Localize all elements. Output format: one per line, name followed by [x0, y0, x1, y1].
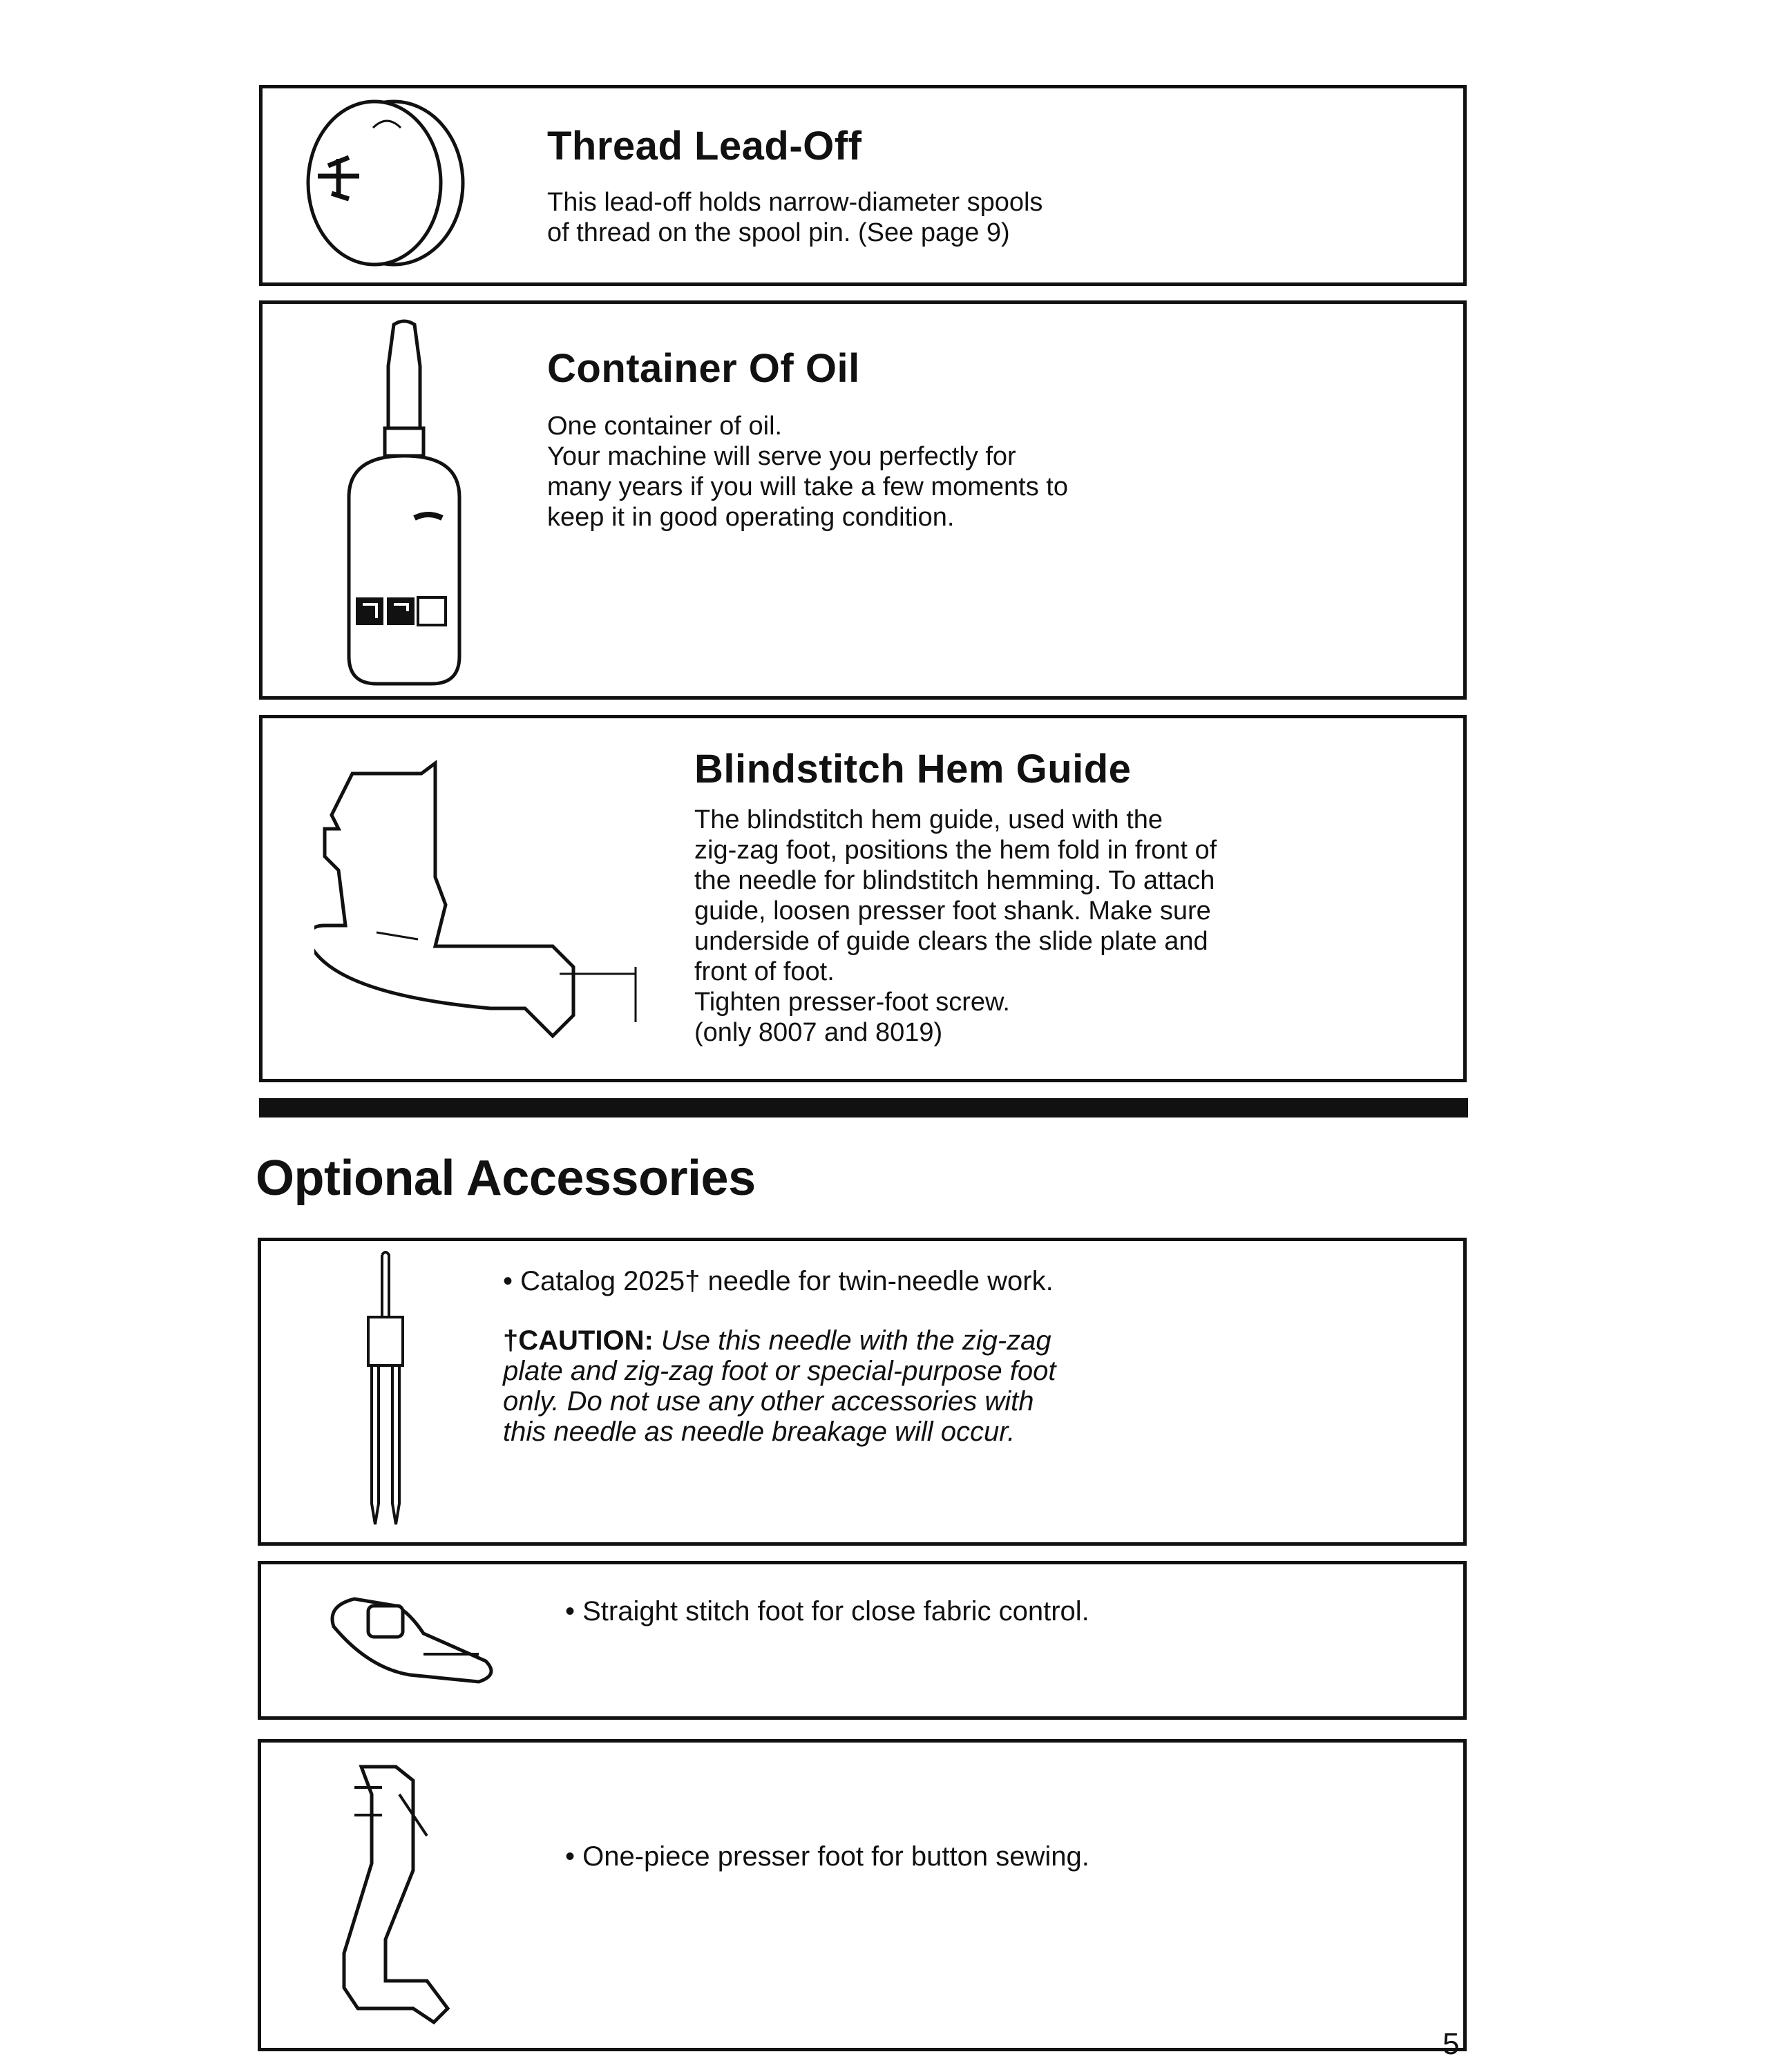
- straight-stitch-foot-text: • Straight stitch foot for close fabric control.: [565, 1596, 1089, 1627]
- straight-stitch-foot-illustration: [320, 1585, 499, 1696]
- twin-needle-box: [258, 1238, 1467, 1546]
- caution-label: †CAUTION:: [503, 1325, 654, 1356]
- caution-note: †CAUTION: Use this needle with the zig-zag plate and zig-zag foot or special-purpose foot only. Do not use any other accessories with this needle as needle breakage will occur.: [503, 1325, 1056, 1447]
- item-title: Blindstitch Hem Guide: [694, 747, 1132, 792]
- button-foot-box: [258, 1739, 1467, 2051]
- page-number: 5: [1443, 2027, 1460, 2061]
- item-description: This lead-off holds narrow-diameter spools of thread on the spool pin. (See page 9): [547, 188, 1043, 247]
- straight-stitch-foot-box: [258, 1561, 1467, 1720]
- oil-bottle-illustration: [335, 318, 473, 694]
- optional-accessories-heading: Optional Accessories: [256, 1151, 756, 1206]
- twin-needle-text: • Catalog 2025† needle for twin-needle work.: [503, 1266, 1054, 1296]
- blindstitch-hem-guide-box: [259, 715, 1467, 1082]
- item-title: Thread Lead-Off: [547, 124, 862, 169]
- twin-needle-illustration: [354, 1248, 417, 1538]
- item-description: The blindstitch hem guide, used with the zig-zag foot, positions the hem fold in front of the needle for blindstitch hemming. To attach guide, loosen presser foot shank. Make sure underside of guide clears the slide plate and front of foot. Tighten presser-foot screw. (only 8007 and 8019): [694, 805, 1217, 1047]
- section-divider: [259, 1098, 1468, 1117]
- hem-guide-illustration: [314, 746, 674, 1071]
- button-foot-text: • One-piece presser foot for button sewing.: [565, 1841, 1089, 1872]
- item-description: One container of oil. Your machine will serve you perfectly for many years if you will take a few moments to keep it in good operating condition.: [547, 412, 1068, 532]
- thread-lead-off-box: [259, 85, 1467, 286]
- item-title: Container Of Oil: [547, 346, 860, 391]
- button-foot-illustration: [334, 1760, 493, 2036]
- thread-lead-off-illustration: [297, 97, 470, 269]
- container-of-oil-box: [259, 300, 1467, 700]
